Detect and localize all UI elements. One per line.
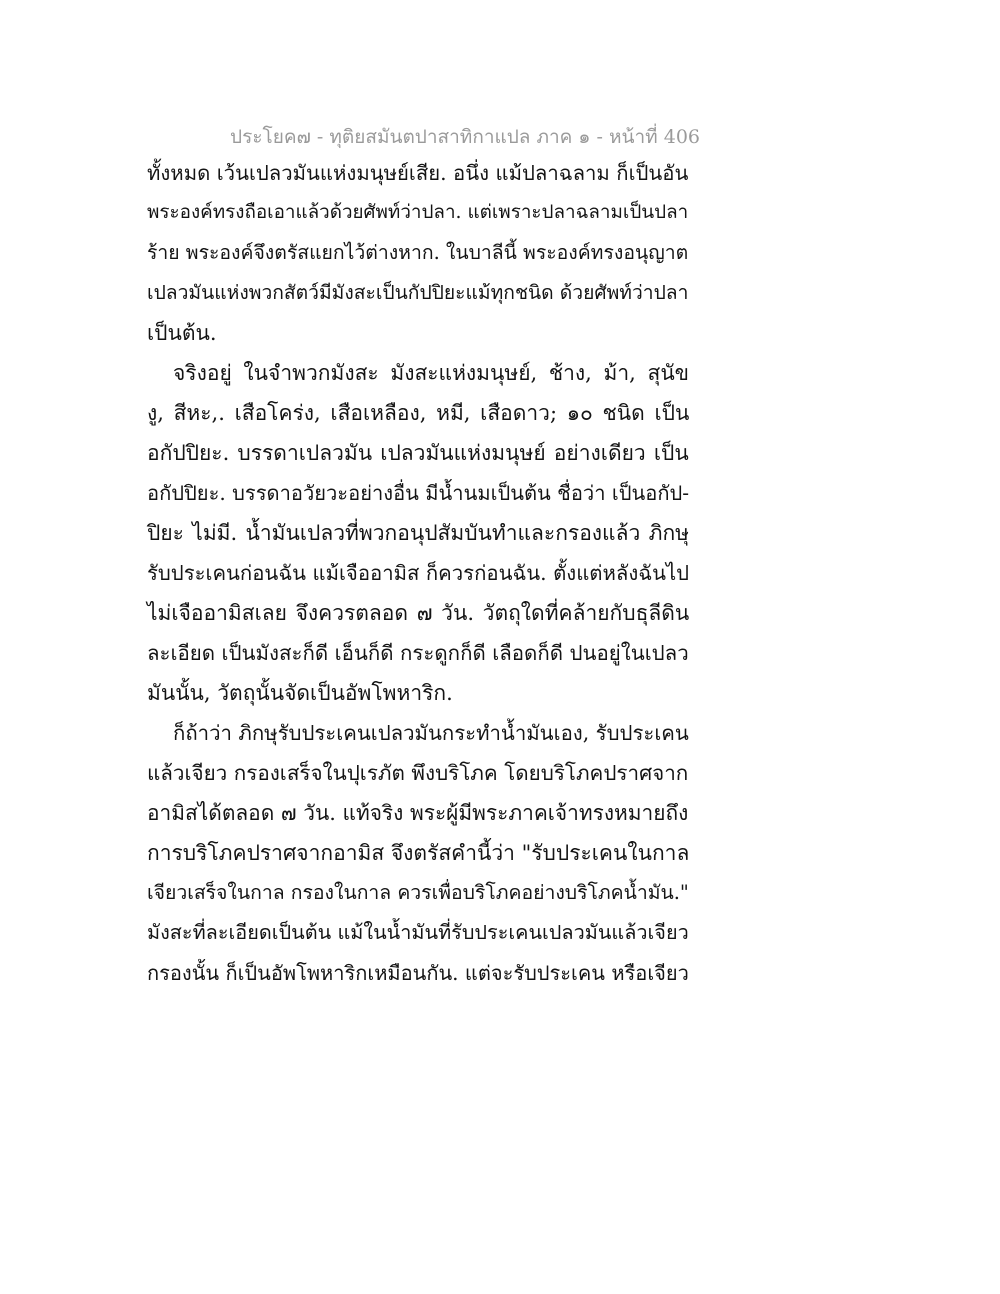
text-line: งู, สีหะ,. เสือโคร่ง, เสือเหลือง, หมี, เสือดาว; ๑๐ ชนิด เป็น (147, 401, 690, 425)
text-line: เจียวเสร็จในกาล กรองในกาล ควรเพื่อบริโภคอย่างบริโภคน้ำมัน." (147, 881, 689, 904)
text-line: มังสะที่ละเอียดเป็นต้น แม้ในน้ำมันที่รับประเคนเปลวมันแล้วเจียว (147, 921, 689, 944)
body-text (147, 153, 707, 993)
text-line: เป็นต้น. (147, 321, 217, 345)
page-header: ประโยค๗ - ทุติยสมันตปาสาทิกาแปล ภาค ๑ - หน้าที่ 406 (230, 126, 700, 148)
text-line: ปิยะ ไม่มี. น้ำมันเปลวที่พวกอนุปสัมบันทำและกรองแล้ว ภิกษุ (147, 521, 689, 545)
paragraph-first-line: จริงอยู่ ในจำพวกมังสะ มังสะแห่งมนุษย์, ช้าง, ม้า, สุนัข (173, 361, 690, 385)
text-line: เปลวมันแห่งพวกสัตว์มีมังสะเป็นกัปปิยะแม้ทุกชนิด ด้วยศัพท์ว่าปลา (147, 281, 689, 304)
text-line: อกัปปิยะ. บรรดาเปลวมัน เปลวมันแห่งมนุษย์ อย่างเดียว เป็น (147, 441, 689, 465)
paragraph-first-line: ก็ถ้าว่า ภิกษุรับประเคนเปลวมันกระทำน้ำมันเอง, รับประเคน (173, 721, 689, 745)
text-line: พระองค์ทรงถือเอาแล้วด้วยศัพท์ว่าปลา. แต่เพราะปลาฉลามเป็นปลา (147, 202, 689, 223)
text-line: ไม่เจืออามิสเลย จึงควรตลอด ๗ วัน. วัตถุใดที่คล้ายกับธุลีดิน (147, 601, 690, 625)
text-line: อกัปปิยะ. บรรดาอวัยวะอย่างอื่น มีน้ำนมเป็นต้น ชื่อว่า เป็นอกัป- (147, 481, 690, 505)
text-line: ทั้งหมด เว้นเปลวมันแห่งมนุษย์เสีย. อนึ่ง แม้ปลาฉลาม ก็เป็นอัน (147, 161, 689, 185)
text-line: มันนั้น, วัตถุนั้นจัดเป็นอัพโพหาริก. (147, 681, 453, 705)
text-line: ละเอียด เป็นมังสะก็ดี เอ็นก็ดี กระดูกก็ดี เลือดก็ดี ปนอยู่ในเปลว (147, 641, 689, 665)
text-line: กรองนั้น ก็เป็นอัพโพหาริกเหมือนกัน. แต่จะรับประเคน หรือเจียว (147, 961, 689, 985)
text-line: การบริโภคปราศจากอามิส จึงตรัสคำนี้ว่า "รับประเคนในกาล (147, 841, 690, 865)
text-line: อามิสได้ตลอด ๗ วัน. แท้จริง พระผู้มีพระภาคเจ้าทรงหมายถึง (147, 801, 689, 825)
text-line: แล้วเจียว กรองเสร็จในปุเรภัต พึงบริโภค โดยบริโภคปราศจาก (147, 761, 689, 785)
text-line: รับประเคนก่อนฉัน แม้เจืออามิส ก็ควรก่อนฉัน. ตั้งแต่หลังฉันไป (147, 561, 690, 585)
text-line: ร้าย พระองค์จึงตรัสแยกไว้ต่างหาก. ในบาลีนี้ พระองค์ทรงอนุญาต (147, 241, 689, 264)
